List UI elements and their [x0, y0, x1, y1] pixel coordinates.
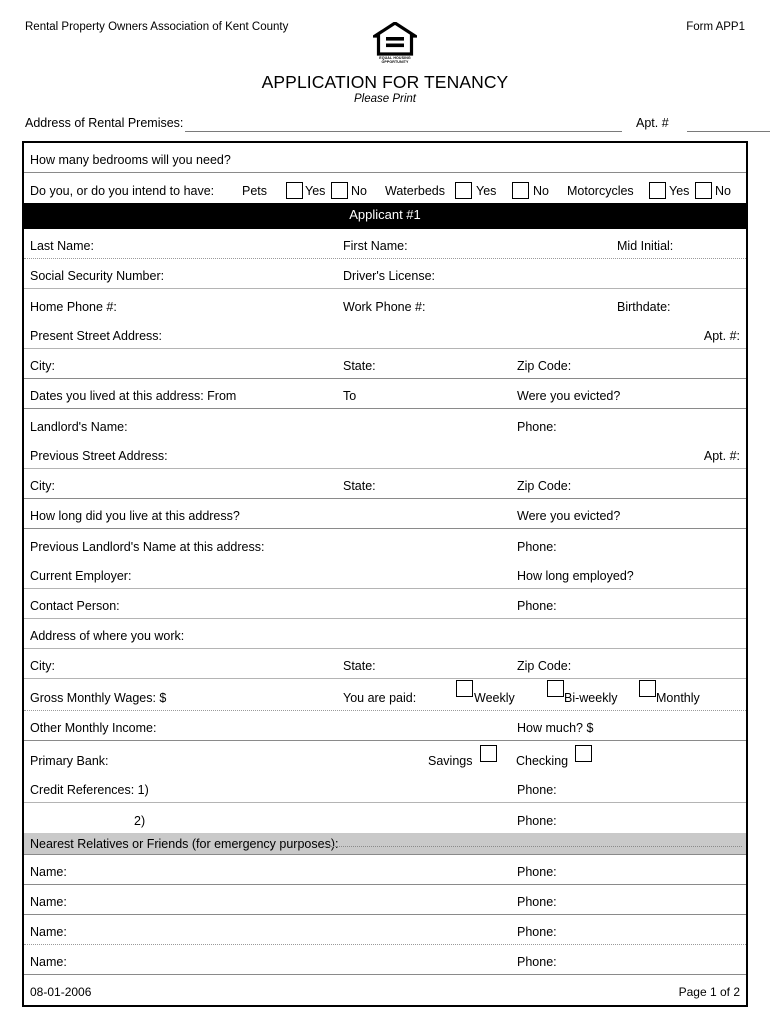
preferences-block: [22, 141, 748, 203]
pets-yes-checkbox[interactable]: [286, 182, 303, 199]
motorcycles-yes-label: Yes: [669, 184, 690, 198]
waterbeds-yes-checkbox[interactable]: [455, 182, 472, 199]
relatives-heading: Nearest Relatives or Friends (for emergency purposes):: [30, 837, 339, 851]
rental-premises-apt-input[interactable]: [687, 131, 770, 132]
ssn-row[interactable]: [24, 259, 746, 289]
contact-person-row[interactable]: [24, 589, 746, 619]
rental-premises-row: [25, 116, 747, 136]
gross-wages-row[interactable]: [24, 679, 746, 711]
previous-street-label: Previous Street Address:: [30, 449, 168, 463]
intend-label: Do you, or do you intend to have:: [30, 184, 215, 198]
credit-ref-2-label: 2): [134, 814, 146, 828]
relative-row-1[interactable]: [24, 855, 746, 885]
relative-phone-label: Phone:: [517, 955, 557, 969]
identity-block: [22, 227, 748, 319]
pets-label: Pets: [242, 184, 268, 198]
home-phone-label: Home Phone #:: [30, 300, 117, 314]
form-code: Form APP1: [686, 21, 745, 33]
paid-weekly-label: Weekly: [474, 691, 515, 705]
waterbeds-no-checkbox[interactable]: [512, 182, 529, 199]
relative-name-label: Name:: [30, 955, 67, 969]
motorcycles-label: Motorcycles: [567, 184, 634, 198]
relative-phone-label: Phone:: [517, 925, 557, 939]
form-revision-date: 08-01-2006: [30, 985, 92, 999]
bedrooms-row[interactable]: [24, 143, 746, 173]
last-name-label: Last Name:: [30, 239, 94, 253]
rental-premises-label: Address of Rental Premises:: [25, 116, 184, 130]
previous-how-long-row[interactable]: [24, 499, 746, 529]
rental-premises-apt-label: Apt. #: [636, 116, 669, 130]
relative-name-label: Name:: [30, 865, 67, 879]
credit-references-block: [22, 773, 748, 833]
relative-row-4[interactable]: [24, 945, 746, 975]
work-zip-label: Zip Code:: [517, 659, 572, 673]
credit-ref-1-label: Credit References: 1): [30, 783, 149, 797]
present-street-row[interactable]: [24, 319, 746, 349]
present-dates-row[interactable]: [24, 379, 746, 409]
previous-state-label: State:: [343, 479, 376, 493]
present-street-label: Present Street Address:: [30, 329, 163, 343]
present-landlord-phone-label: Phone:: [517, 420, 557, 434]
pets-no-label: No: [351, 184, 367, 198]
previous-how-long-label: How long did you live at this address?: [30, 509, 240, 523]
present-city-label: City:: [30, 359, 55, 373]
previous-apt-label: Apt. #:: [703, 449, 740, 463]
relatives-heading-dots: [324, 846, 742, 847]
relative-phone-label: Phone:: [517, 895, 557, 909]
how-long-employed-label: How long employed?: [517, 569, 634, 583]
other-income-row[interactable]: [24, 711, 746, 741]
previous-address-block: [22, 439, 748, 559]
organization-name: Rental Property Owners Association of Kent County: [25, 21, 289, 33]
savings-checkbox[interactable]: [480, 745, 497, 762]
waterbeds-no-label: No: [533, 184, 549, 198]
bedrooms-label: How many bedrooms will you need?: [30, 153, 231, 167]
paid-weekly-checkbox[interactable]: [456, 680, 473, 697]
employment-block: [22, 559, 748, 773]
checking-checkbox[interactable]: [575, 745, 592, 762]
relative-name-label: Name:: [30, 895, 67, 909]
paid-monthly-label: Monthly: [656, 691, 700, 705]
present-zip-label: Zip Code:: [517, 359, 572, 373]
present-city-row[interactable]: [24, 349, 746, 379]
credit-ref-1-phone-label: Phone:: [517, 783, 557, 797]
form-footer: [24, 975, 746, 1005]
contact-person-label: Contact Person:: [30, 599, 120, 613]
employer-row[interactable]: [24, 559, 746, 589]
intend-row: [24, 173, 746, 203]
credit-ref-2-phone-label: Phone:: [517, 814, 557, 828]
savings-label: Savings: [428, 754, 473, 768]
present-evicted-label: Were you evicted?: [517, 389, 621, 403]
relative-phone-label: Phone:: [517, 865, 557, 879]
page-number: Page 1 of 2: [678, 985, 740, 999]
previous-city-label: City:: [30, 479, 55, 493]
previous-street-row[interactable]: [24, 439, 746, 469]
previous-city-row[interactable]: [24, 469, 746, 499]
work-city-label: City:: [30, 659, 55, 673]
relative-row-3[interactable]: [24, 915, 746, 945]
logo-caption: EQUAL HOUSING OPPORTUNITY: [379, 56, 411, 65]
page-subtitle: Please Print: [353, 93, 416, 105]
work-address-label: Address of where you work:: [30, 629, 185, 643]
relatives-block: [22, 833, 748, 1007]
present-apt-label: Apt. #:: [703, 329, 740, 343]
name-row[interactable]: [24, 229, 746, 259]
relative-name-label: Name:: [30, 925, 67, 939]
employer-label: Current Employer:: [30, 569, 132, 583]
work-state-label: State:: [343, 659, 376, 673]
motorcycles-no-checkbox[interactable]: [695, 182, 712, 199]
work-city-row[interactable]: [24, 649, 746, 679]
work-phone-label: Work Phone #:: [343, 300, 426, 314]
form-table: [22, 141, 748, 1007]
motorcycles-no-label: No: [715, 184, 731, 198]
present-dates-from-label: Dates you lived at this address: From: [30, 389, 237, 403]
other-income-amount-label: How much? $: [517, 721, 594, 735]
birthdate-label: Birthdate:: [617, 300, 671, 314]
primary-bank-row[interactable]: [24, 741, 746, 773]
checking-label: Checking: [516, 754, 569, 768]
paid-monthly-checkbox[interactable]: [639, 680, 656, 697]
paid-frequency-label: You are paid:: [343, 691, 417, 705]
equal-housing-opportunity-logo-icon: [373, 22, 417, 70]
credit-ref-1-row[interactable]: [24, 773, 746, 803]
contact-phone-label: Phone:: [517, 599, 557, 613]
page-title: APPLICATION FOR TENANCY: [261, 72, 509, 92]
rental-premises-input[interactable]: [185, 131, 622, 132]
drivers-license-label: Driver's License:: [343, 269, 435, 283]
present-landlord-row[interactable]: [24, 409, 746, 439]
motorcycles-yes-checkbox[interactable]: [649, 182, 666, 199]
primary-bank-label: Primary Bank:: [30, 754, 109, 768]
present-landlord-label: Landlord's Name:: [30, 420, 128, 434]
pets-no-checkbox[interactable]: [331, 182, 348, 199]
page-header: [0, 0, 770, 105]
previous-evicted-label: Were you evicted?: [517, 509, 621, 523]
previous-landlord-phone-label: Phone:: [517, 540, 557, 554]
previous-zip-label: Zip Code:: [517, 479, 572, 493]
mid-initial-label: Mid Initial:: [617, 239, 674, 253]
relative-row-2[interactable]: [24, 885, 746, 915]
work-address-row[interactable]: [24, 619, 746, 649]
phone-row[interactable]: [24, 289, 746, 319]
applicant-banner: Applicant #1: [22, 203, 748, 227]
present-dates-to-label: To: [343, 389, 357, 403]
present-state-label: State:: [343, 359, 376, 373]
waterbeds-yes-label: Yes: [476, 184, 497, 198]
ssn-label: Social Security Number:: [30, 269, 165, 283]
present-address-block: [22, 319, 748, 439]
previous-landlord-row[interactable]: [24, 529, 746, 559]
paid-biweekly-checkbox[interactable]: [547, 680, 564, 697]
other-income-label: Other Monthly Income:: [30, 721, 157, 735]
relatives-heading-band: [24, 833, 746, 855]
paid-biweekly-label: Bi-weekly: [564, 691, 618, 705]
waterbeds-label: Waterbeds: [385, 184, 445, 198]
first-name-label: First Name:: [343, 239, 408, 253]
credit-ref-2-row[interactable]: [24, 803, 746, 833]
gross-wages-label: Gross Monthly Wages: $: [30, 691, 167, 705]
pets-yes-label: Yes: [305, 184, 326, 198]
previous-landlord-label: Previous Landlord's Name at this address:: [30, 540, 265, 554]
